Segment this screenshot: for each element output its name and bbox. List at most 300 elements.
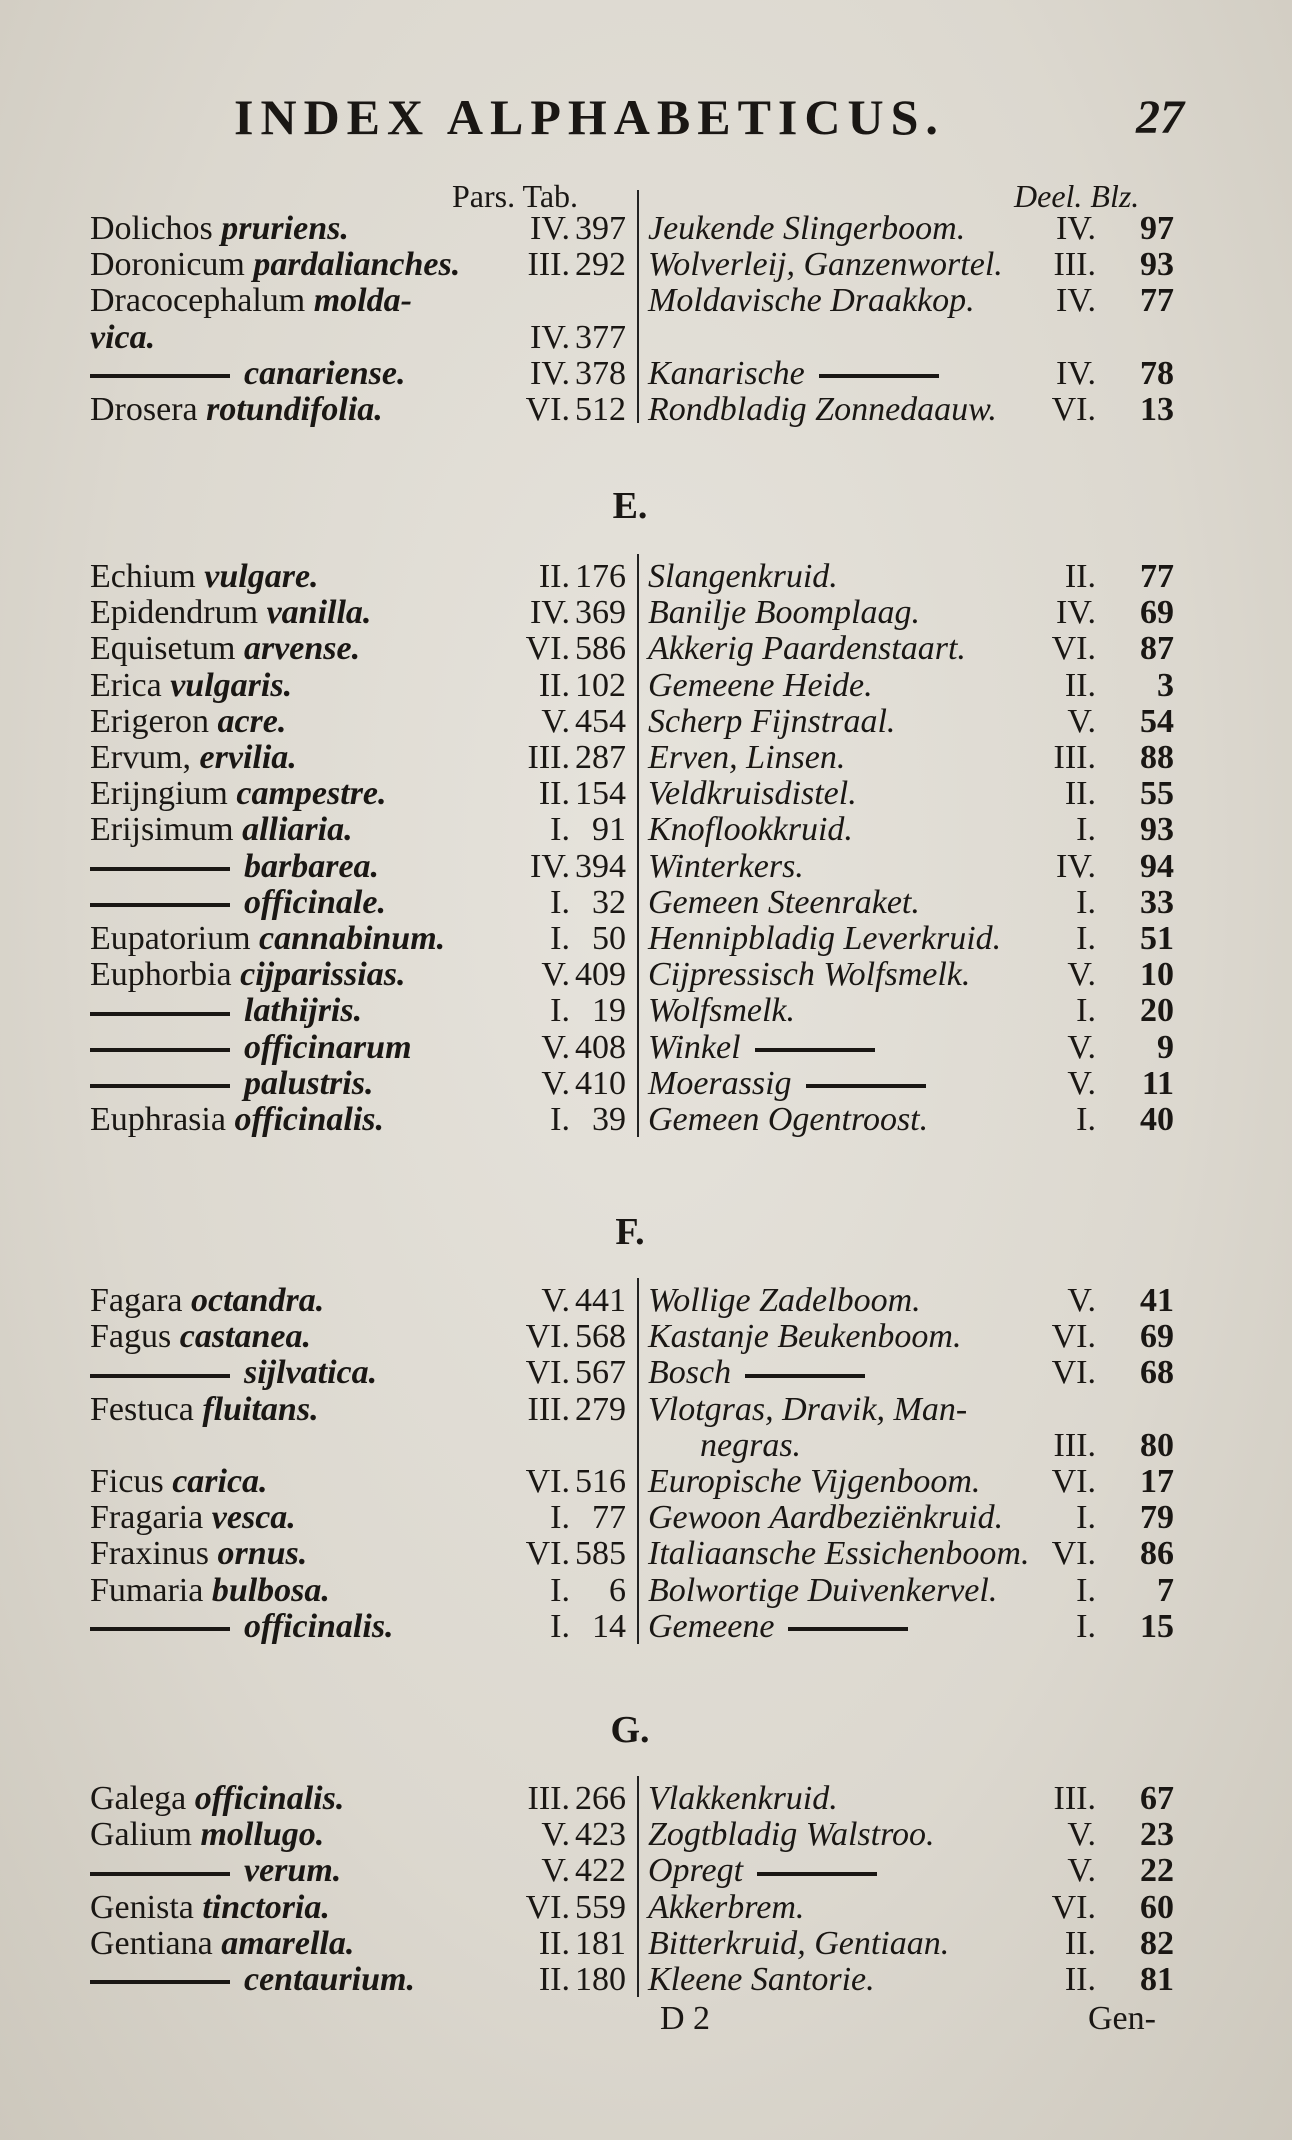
- dutch-part: VI.: [1051, 1535, 1096, 1573]
- dutch-page: 69: [1140, 594, 1174, 632]
- index-entry: [0, 1029, 1292, 1069]
- latin-part: I.: [550, 883, 570, 921]
- latin-plate: 77: [592, 1499, 626, 1537]
- dutch-name-text: Bitterkruid, Gentiaan.: [648, 1924, 950, 1962]
- dutch-name: [648, 739, 845, 777]
- dutch-name-text: Knoflookkruid.: [648, 811, 853, 849]
- dutch-name: [648, 1535, 1030, 1573]
- latin-plate: 91: [592, 811, 626, 849]
- dutch-name: [700, 1427, 801, 1465]
- dutch-name: [648, 1101, 928, 1139]
- dutch-page: 93: [1140, 811, 1174, 849]
- latin-name: [90, 775, 387, 813]
- dutch-part: II.: [1064, 558, 1096, 595]
- latin-plate: 279: [575, 1390, 626, 1428]
- ditto-dash: [90, 867, 230, 871]
- species-epithet: vulgaris.: [170, 666, 293, 704]
- dutch-page: 97: [1140, 210, 1174, 247]
- species-epithet: mollugo.: [200, 1816, 325, 1854]
- latin-plate: 422: [575, 1852, 626, 1890]
- ditto-dash: [819, 374, 939, 378]
- latin-part: IV.: [530, 210, 570, 247]
- index-entry: [0, 811, 1292, 851]
- dutch-name-text: Gemeen Ogentroost.: [648, 1101, 929, 1138]
- dutch-name: [648, 1572, 997, 1610]
- latin-part: I.: [550, 1571, 570, 1609]
- species-epithet: lathijris.: [244, 992, 363, 1030]
- species-epithet: officinarum: [244, 1028, 412, 1066]
- dutch-part: I.: [1076, 920, 1096, 957]
- species-epithet: amarella.: [221, 1924, 355, 1962]
- index-entry: [0, 1961, 1292, 2001]
- latin-plate: 567: [575, 1354, 626, 1392]
- dutch-name-text: Wolverleij, Ganzenwortel.: [648, 246, 1003, 284]
- species-epithet: pardalianches.: [253, 246, 461, 284]
- dutch-name-text: Akkerbrem.: [648, 1888, 805, 1926]
- dutch-name-text: Bolwortige Duivenkervel.: [648, 1571, 998, 1609]
- dutch-name-text: Vlakkenkruid.: [648, 1780, 838, 1817]
- latin-name: [90, 1499, 296, 1537]
- dutch-part: II.: [1064, 1961, 1096, 1998]
- dutch-page: 88: [1140, 739, 1174, 776]
- dutch-column-heading: Deel. Blz.: [1014, 178, 1140, 214]
- latin-name: [90, 355, 406, 393]
- genus-name: Fraxinus: [90, 1535, 209, 1573]
- species-epithet: barbarea.: [244, 847, 380, 885]
- index-entry: [0, 667, 1292, 707]
- latin-name: [90, 1318, 311, 1356]
- dutch-name-text: Gemeene Heide.: [648, 666, 873, 704]
- dutch-name: [648, 594, 920, 632]
- dutch-page: 55: [1140, 775, 1174, 813]
- signature-mark: D 2: [660, 2000, 711, 2037]
- latin-part: I.: [550, 811, 570, 849]
- dutch-part: I.: [1076, 992, 1096, 1030]
- latin-part: V.: [541, 1282, 570, 1319]
- index-entry: [0, 210, 1292, 250]
- dutch-name: [648, 811, 853, 849]
- latin-name: [90, 246, 460, 284]
- dutch-part: III.: [1053, 739, 1096, 776]
- dutch-part: V.: [1067, 1282, 1096, 1319]
- latin-part: IV.: [530, 847, 570, 885]
- index-entry: [0, 703, 1292, 743]
- dutch-part: I.: [1076, 883, 1096, 921]
- dutch-name: [648, 1463, 980, 1501]
- species-epithet: bulbosa.: [211, 1571, 330, 1609]
- latin-name: [90, 1101, 384, 1139]
- dutch-page: 33: [1140, 883, 1174, 921]
- dutch-page: 3: [1157, 666, 1174, 704]
- dutch-page: 11: [1141, 1064, 1174, 1102]
- dutch-page: 10: [1140, 956, 1174, 994]
- dutch-page: 40: [1140, 1101, 1174, 1138]
- index-entry: [0, 1065, 1292, 1105]
- latin-plate: 180: [575, 1961, 626, 1998]
- species-epithet: ornus.: [217, 1535, 308, 1573]
- dutch-page: 87: [1140, 630, 1174, 668]
- latin-part: VI.: [525, 630, 570, 668]
- latin-plate: 176: [575, 558, 626, 595]
- latin-part: VI.: [525, 1463, 570, 1500]
- species-epithet: octandra.: [191, 1282, 325, 1319]
- dutch-part: V.: [1067, 1064, 1096, 1102]
- genus-name: Euphorbia: [90, 956, 232, 994]
- dutch-page: 9: [1157, 1028, 1174, 1066]
- index-entry: [0, 1391, 1292, 1431]
- dutch-name: [648, 920, 1001, 958]
- genus-name: Gentiana: [90, 1924, 213, 1962]
- latin-plate: 423: [575, 1816, 626, 1854]
- dutch-page: 60: [1140, 1888, 1174, 1926]
- latin-name: [90, 667, 292, 705]
- dutch-name-text: Wollige Zadelboom.: [648, 1282, 921, 1319]
- dutch-name: [648, 1780, 838, 1818]
- index-entry: [0, 1572, 1292, 1612]
- dutch-part: VI.: [1051, 1463, 1096, 1500]
- latin-part: II.: [538, 666, 570, 704]
- latin-plate: 378: [575, 354, 626, 392]
- latin-name: [90, 391, 383, 429]
- species-epithet: pruriens.: [221, 210, 349, 247]
- latin-plate: 397: [575, 210, 626, 247]
- dutch-name: [648, 558, 838, 596]
- dutch-name-text: Bosch: [648, 1354, 732, 1392]
- ditto-dash: [90, 1627, 230, 1631]
- dutch-name: [648, 1391, 967, 1429]
- genus-name: Equisetum: [90, 630, 236, 668]
- ditto-dash: [90, 1048, 230, 1052]
- species-epithet: tinctoria.: [202, 1888, 330, 1926]
- page-number: 27: [1136, 91, 1184, 144]
- species-epithet: vica.: [90, 318, 156, 356]
- latin-part: V.: [541, 702, 570, 740]
- dutch-name-text: Veldkruisdistel.: [648, 775, 857, 813]
- latin-name: [90, 558, 319, 596]
- latin-name: [90, 1029, 412, 1067]
- species-epithet: molda-: [313, 282, 412, 320]
- genus-name: Erigeron: [90, 702, 209, 740]
- genus-name: Erica: [90, 666, 162, 704]
- ditto-dash: [755, 1048, 875, 1052]
- dutch-part: I.: [1076, 1607, 1096, 1645]
- dutch-name-text: Akkerig Paardenstaart.: [648, 630, 966, 668]
- dutch-name-text: Gemeen Steenraket.: [648, 883, 920, 921]
- dutch-page: 15: [1140, 1607, 1174, 1645]
- latin-plate: 454: [575, 702, 626, 740]
- dutch-page: 7: [1157, 1571, 1174, 1609]
- latin-name: [90, 630, 360, 668]
- latin-part: IV.: [530, 594, 570, 632]
- catchword: Gen-: [1088, 2000, 1156, 2037]
- genus-name: Fagara: [90, 1282, 183, 1319]
- latin-name: [90, 1961, 415, 1999]
- dutch-page: 93: [1140, 246, 1174, 284]
- latin-name: [90, 703, 286, 741]
- dutch-name: [648, 1318, 962, 1356]
- latin-plate: 377: [575, 318, 626, 356]
- index-entry: [0, 1282, 1292, 1322]
- latin-name: [90, 811, 353, 849]
- dutch-page: 69: [1140, 1318, 1174, 1356]
- species-epithet: fluitans.: [202, 1390, 319, 1428]
- latin-name: [90, 1608, 394, 1646]
- index-entry: [0, 1463, 1292, 1503]
- latin-name: [90, 1391, 319, 1429]
- latin-plate: 586: [575, 630, 626, 668]
- dutch-name-text: Slangenkruid.: [648, 558, 838, 595]
- page-title: INDEX ALPHABETICUS.: [234, 89, 945, 145]
- latin-name: [90, 282, 412, 320]
- dutch-page: 79: [1140, 1499, 1174, 1537]
- latin-part: III.: [527, 246, 570, 284]
- dutch-part: V.: [1067, 1852, 1096, 1890]
- dutch-name-text: Hennipbladig Leverkruid.: [648, 920, 1002, 957]
- index-entry: [0, 282, 1292, 322]
- dutch-name-text: Zogtbladig Walstroo.: [648, 1816, 935, 1854]
- latin-plate: 50: [592, 920, 626, 957]
- dutch-page: 22: [1140, 1852, 1174, 1890]
- dutch-part: IV.: [1056, 210, 1096, 247]
- index-entry: [0, 1318, 1292, 1358]
- dutch-page: 94: [1140, 847, 1174, 885]
- ditto-dash: [757, 1872, 877, 1876]
- genus-name: Euphrasia: [90, 1101, 226, 1138]
- latin-part: VI.: [525, 1535, 570, 1573]
- species-epithet: officinalis.: [244, 1607, 394, 1645]
- genus-name: Epidendrum: [90, 594, 259, 632]
- latin-plate: 292: [575, 246, 626, 284]
- dutch-part: VI.: [1051, 630, 1096, 668]
- index-entry: [0, 1535, 1292, 1575]
- latin-name: [90, 1354, 377, 1392]
- dutch-page: 13: [1140, 391, 1174, 428]
- dutch-name: [648, 1065, 926, 1103]
- dutch-name: [648, 703, 895, 741]
- dutch-part: IV.: [1056, 594, 1096, 632]
- dutch-part: I.: [1076, 1571, 1096, 1609]
- dutch-part: V.: [1067, 1816, 1096, 1854]
- dutch-name-text: Kanarische: [648, 354, 805, 392]
- genus-name: Ervum,: [90, 739, 192, 776]
- latin-plate: 585: [575, 1535, 626, 1573]
- dutch-page: 78: [1140, 354, 1174, 392]
- index-entry: [0, 775, 1292, 815]
- latin-plate: 287: [575, 739, 626, 776]
- latin-part: I.: [550, 992, 570, 1030]
- dutch-part: V.: [1067, 956, 1096, 994]
- species-epithet: acre.: [217, 702, 287, 740]
- dutch-name-text: Rondbladig Zonnedaauw.: [648, 391, 997, 428]
- genus-name: Drosera: [90, 391, 198, 428]
- index-entry: [0, 920, 1292, 960]
- dutch-name: [648, 884, 920, 922]
- index-entry: [0, 884, 1292, 924]
- latin-name: [90, 1463, 268, 1501]
- dutch-name: [648, 956, 970, 994]
- latin-plate: 559: [575, 1888, 626, 1926]
- index-entry: [0, 319, 1292, 359]
- dutch-part: IV.: [1056, 282, 1096, 320]
- dutch-part: I.: [1076, 811, 1096, 849]
- species-epithet: rotundifolia.: [206, 391, 383, 428]
- dutch-part: III.: [1053, 1780, 1096, 1817]
- latin-part: I.: [550, 1607, 570, 1645]
- latin-name: [90, 319, 155, 357]
- index-entry: [0, 1101, 1292, 1141]
- latin-plate: 19: [592, 992, 626, 1030]
- latin-part: V.: [541, 1852, 570, 1890]
- dutch-part: V.: [1067, 702, 1096, 740]
- dutch-name: [648, 1816, 935, 1854]
- index-entry: [0, 1499, 1292, 1539]
- latin-name: [90, 739, 297, 777]
- dutch-part: VI.: [1051, 1354, 1096, 1392]
- latin-part: VI.: [525, 1354, 570, 1392]
- latin-plate: 181: [575, 1924, 626, 1962]
- dutch-name: [648, 630, 966, 668]
- ditto-dash: [90, 374, 230, 378]
- genus-name: Dracocephalum: [90, 282, 306, 320]
- dutch-name: [648, 1029, 875, 1067]
- dutch-name: [648, 1889, 804, 1927]
- dutch-page: 23: [1140, 1816, 1174, 1854]
- dutch-name-text: Gewoon Aardbeziënkruid.: [648, 1499, 1004, 1537]
- dutch-name-text: Kastanje Beukenboom.: [648, 1318, 962, 1356]
- latin-part: III.: [527, 1390, 570, 1428]
- dutch-name: [648, 282, 975, 320]
- dutch-name-text: Opregt: [648, 1852, 744, 1890]
- dutch-page: 81: [1140, 1961, 1174, 1998]
- dutch-page: 68: [1140, 1354, 1174, 1392]
- genus-name: Eupatorium: [90, 920, 251, 957]
- latin-name: [90, 1572, 330, 1610]
- dutch-name-text: Kleene Santorie.: [648, 1961, 875, 1998]
- species-epithet: officinalis.: [234, 1101, 384, 1138]
- latin-column-heading: Pars. Tab.: [452, 178, 579, 214]
- dutch-part: II.: [1064, 1924, 1096, 1962]
- dutch-part: VI.: [1051, 1318, 1096, 1356]
- index-entry: [0, 1889, 1292, 1929]
- dutch-name-text: Cijpressisch Wolfsmelk.: [648, 956, 971, 994]
- genus-name: Fagus: [90, 1318, 172, 1356]
- latin-plate: 441: [575, 1282, 626, 1319]
- latin-name: [90, 992, 362, 1030]
- ditto-dash: [90, 1872, 230, 1876]
- index-entry: [0, 1925, 1292, 1965]
- dutch-name-text: Wolfsmelk.: [648, 992, 796, 1030]
- latin-part: I.: [550, 920, 570, 957]
- species-epithet: sijlvatica.: [244, 1354, 378, 1392]
- dutch-part: V.: [1067, 1028, 1096, 1066]
- latin-part: VI.: [525, 391, 570, 428]
- latin-plate: 102: [575, 666, 626, 704]
- page-header: [234, 88, 1184, 148]
- latin-part: V.: [541, 1816, 570, 1854]
- dutch-page: 80: [1140, 1426, 1174, 1464]
- index-entry: [0, 558, 1292, 598]
- dutch-name: [648, 1961, 875, 1999]
- dutch-page: 67: [1140, 1780, 1174, 1817]
- latin-plate: 516: [575, 1463, 626, 1500]
- dutch-page: 51: [1140, 920, 1174, 957]
- dutch-name: [648, 1852, 877, 1890]
- dutch-part: VI.: [1051, 391, 1096, 428]
- ditto-dash: [90, 1012, 230, 1016]
- latin-name: [90, 956, 405, 994]
- dutch-name-text: Banilje Boomplaag.: [648, 594, 920, 632]
- index-entry: [0, 246, 1292, 286]
- species-epithet: verum.: [244, 1852, 342, 1890]
- dutch-part: II.: [1064, 775, 1096, 813]
- dutch-page: 77: [1140, 558, 1174, 595]
- dutch-part: II.: [1064, 666, 1096, 704]
- latin-part: V.: [541, 1028, 570, 1066]
- latin-plate: 394: [575, 847, 626, 885]
- index-entry: [0, 1780, 1292, 1820]
- dutch-part: I.: [1076, 1101, 1096, 1138]
- species-epithet: officinalis.: [194, 1780, 345, 1817]
- species-epithet: arvense.: [243, 630, 361, 668]
- latin-part: III.: [527, 1780, 570, 1817]
- dutch-part: III.: [1053, 1426, 1096, 1464]
- latin-part: II.: [538, 775, 570, 813]
- latin-name: [90, 1535, 307, 1573]
- latin-name: [90, 1282, 324, 1320]
- latin-part: VI.: [525, 1318, 570, 1356]
- latin-part: V.: [541, 956, 570, 994]
- latin-name: [90, 1925, 354, 1963]
- dutch-part: III.: [1053, 246, 1096, 284]
- species-epithet: campestre.: [236, 775, 387, 813]
- species-epithet: vesca.: [211, 1499, 296, 1537]
- latin-part: I.: [550, 1499, 570, 1537]
- latin-part: V.: [541, 1064, 570, 1102]
- dutch-part: VI.: [1051, 1888, 1096, 1926]
- latin-name: [90, 1780, 344, 1818]
- dutch-page: 54: [1140, 702, 1174, 740]
- dutch-name-text: negras.: [700, 1426, 802, 1464]
- index-entry: [0, 1354, 1292, 1394]
- dutch-name-text: Italiaansche Essichenboom.: [648, 1535, 1030, 1573]
- latin-part: II.: [538, 1961, 570, 1998]
- latin-name: [90, 1065, 373, 1103]
- ditto-dash: [788, 1627, 908, 1631]
- index-entry: [0, 956, 1292, 996]
- index-entry: [0, 594, 1292, 634]
- latin-plate: 39: [592, 1101, 626, 1138]
- genus-name: Galium: [90, 1816, 192, 1854]
- latin-name: [90, 1816, 324, 1854]
- latin-name: [90, 210, 349, 248]
- latin-name: [90, 848, 379, 886]
- dutch-name: [648, 1282, 921, 1320]
- ditto-dash: [90, 903, 230, 907]
- latin-name: [90, 594, 371, 632]
- latin-plate: 6: [609, 1571, 626, 1609]
- genus-name: Doronicum: [90, 246, 245, 284]
- ditto-dash: [745, 1374, 865, 1378]
- dutch-page: 77: [1140, 282, 1174, 320]
- dutch-name-text: Erven, Linsen.: [648, 739, 846, 776]
- dutch-name-text: Scherp Fijnstraal.: [648, 702, 896, 740]
- genus-name: Echium: [90, 558, 196, 595]
- ditto-dash: [90, 1980, 230, 1984]
- index-entry: [0, 1427, 1292, 1467]
- dutch-name-text: Jeukende Slingerboom.: [648, 210, 966, 247]
- dutch-name-text: Winterkers.: [648, 847, 804, 885]
- index-entry: [0, 391, 1292, 431]
